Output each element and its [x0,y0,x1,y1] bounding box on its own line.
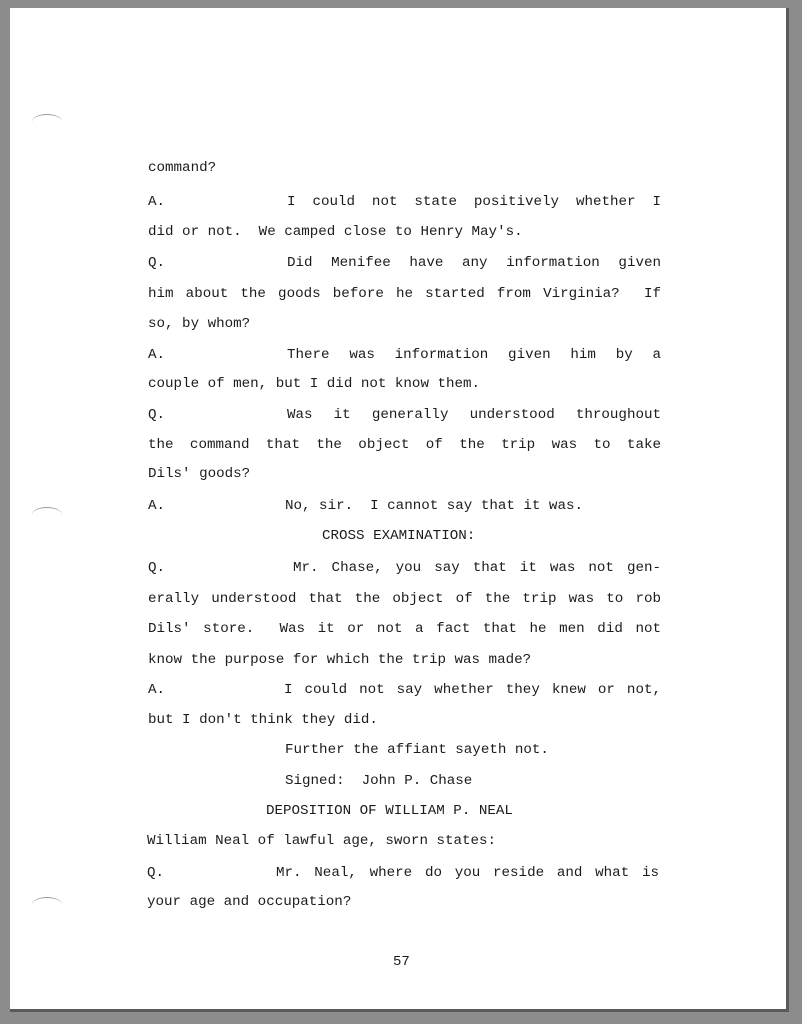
text-line: erally understood that the object of the trip was to rob [148,591,661,607]
text-line: There was information given him by a [287,347,661,363]
speaker-label: Q. [147,865,165,881]
text-line: Dils' goods? [148,466,251,482]
text-line: your age and occupation? [147,894,352,910]
speaker-label: Q. [148,255,166,271]
signature-line: Signed: John P. Chase [285,773,473,789]
text-line: Mr. Chase, you say that it was not gen- [293,560,661,576]
text-line: Was it generally understood throughout [287,407,661,423]
text-line: William Neal of lawful age, sworn states: [147,833,497,849]
speaker-label: Q. [148,560,166,576]
text-line: Further the affiant sayeth not. [285,742,549,758]
speaker-label: A. [148,194,166,210]
punch-hole-mark [32,507,62,522]
punch-hole-mark [32,897,62,912]
section-heading: DEPOSITION OF WILLIAM P. NEAL [266,803,513,819]
text-line: I could not state positively whether I [287,194,661,210]
speaker-label: Q. [148,407,166,423]
text-line: I could not say whether they knew or not, [284,682,661,698]
text-line: but I don't think they did. [148,712,378,728]
speaker-label: A. [148,682,166,698]
text-line: him about the goods before he started from Virginia? If [148,286,661,302]
document-page [10,8,789,1012]
text-line: couple of men, but I did not know them. [148,376,481,392]
text-line: know the purpose for which the trip was made? [148,652,532,668]
text-line: Dils' store. Was it or not a fact that he men did not [148,621,661,637]
text-line: command? [148,160,217,176]
text-line: No, sir. I cannot say that it was. [285,498,583,514]
text-line: did or not. We camped close to Henry May's. [148,224,523,240]
text-line: Mr. Neal, where do you reside and what is [276,865,659,881]
text-line: Did Menifee have any information given [287,255,661,271]
punch-hole-mark [32,114,62,129]
speaker-label: A. [148,347,166,363]
text-line: so, by whom? [148,316,251,332]
section-heading: CROSS EXAMINATION: [322,528,476,544]
page-number: 57 [393,954,410,970]
text-line: the command that the object of the trip was to take [148,437,661,453]
speaker-label: A. [148,498,166,514]
